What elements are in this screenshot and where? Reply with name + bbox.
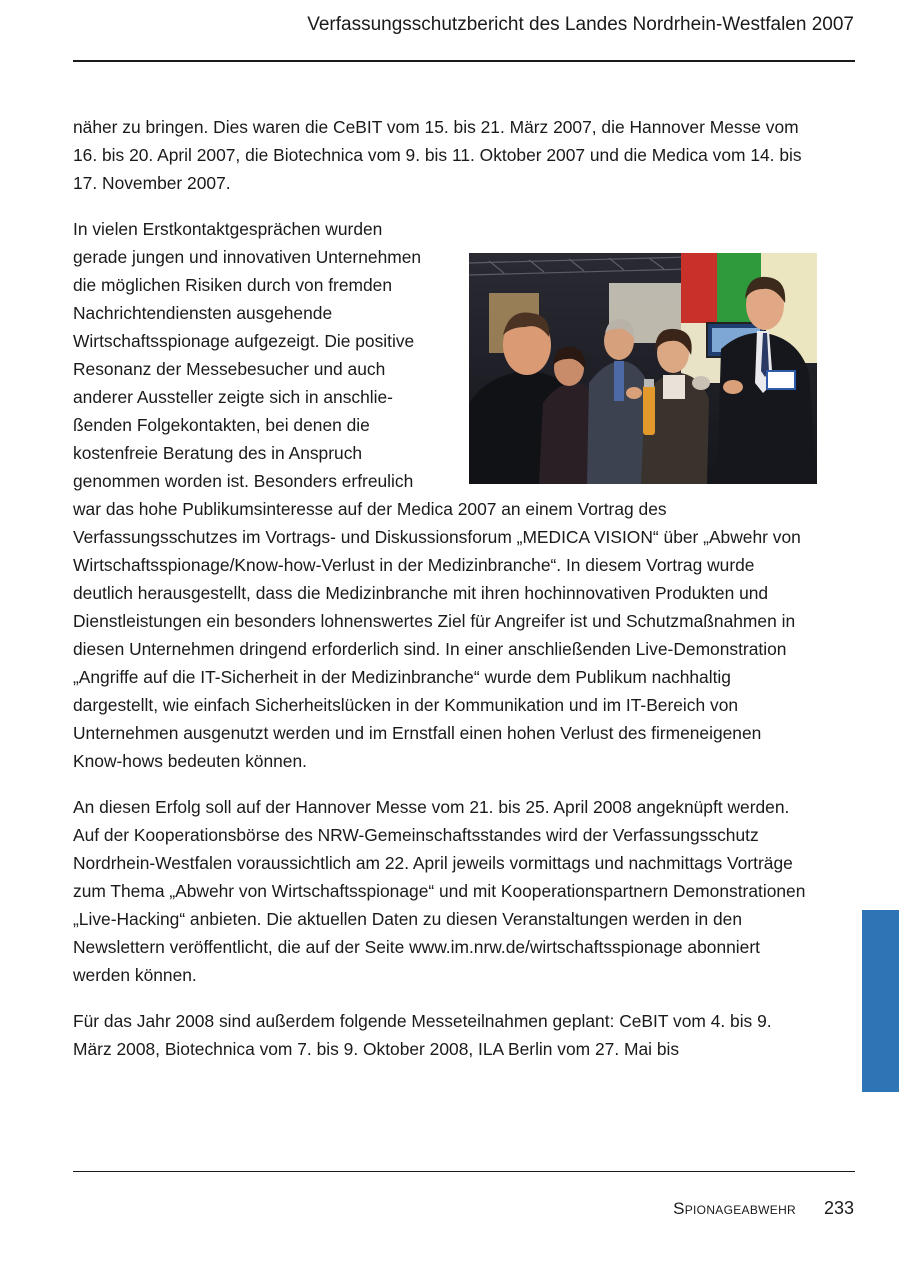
page-header-title: Verfassungsschutzbericht des Landes Nordrhein-Westfalen 2007	[307, 14, 854, 35]
chapter-side-tab	[862, 910, 899, 1092]
paragraph-4: Für das Jahr 2008 sind außerdem folgende Messeteilnahmen geplant: CeBIT vom 4. bis 9. März 2008, Biotechnica vom 7. bis 9. Oktober 2008, ILA Berlin vom 27. Mai bis	[73, 1011, 772, 1059]
trade-fair-photo	[469, 253, 817, 484]
header-rule	[73, 60, 855, 62]
paragraph-1: näher zu bringen. Dies waren die CeBIT vom 15. bis 21. März 2007, die Hannover Messe vom 16. bis 20. April 2007, die Biotechnica vom 9. bis 11. Oktober 2007 und die Medica vom 14. bis 17. November 2007.	[73, 117, 802, 193]
body-text	[73, 113, 815, 1063]
footer-rule	[73, 1171, 855, 1172]
paragraph-2: In vielen Erstkontaktgesprächen wurden gerade jungen und innovativen Unternehmen die möglichen Risiken durch von fremden Nachrichtendiensten ausgehende Wirtschaftsspionage aufgezeigt. Die positive Resonanz der Messebesucher und auch anderer Aussteller zeigte sich in anschließenden Folgekontakten, bei denen die kostenfreie Beratung des in Anspruch genommen worden ist. Besonders erfreulich war das hohe Publikumsinteresse auf der Medica 2007 an einem Vortrag des Verfassungsschutzes im Vortrags- und Diskussionsforum „MEDICA VISION“ über „Abwehr von Wirtschaftsspionage/Know-how-Verlust in der Medizinbranche“. In diesem Vortrag wurde deutlich herausgestellt, dass die Medizinbranche mit ihren hochinnovativen Produkten und Dienstleistungen ein besonders lohnenswertes Ziel für Angreifer ist und Schutzmaßnahmen in diesen Unternehmen dringend erforderlich sind. In einer anschließenden Live-Demonstration „Angriffe auf die IT-Sicherheit in der Medizinbranche“ wurde dem Publikum nachhaltig dargestellt, wie einfach Sicherheitslücken in der Kommunikation und im IT-Bereich von Unternehmen ausgenutzt werden und im Ernstfall einen hohen Verlust des firmeneigenen Know-hows bedeuten können.	[73, 219, 801, 771]
page-number: 233	[823, 1198, 854, 1218]
paragraph-3: An diesen Erfolg soll auf der Hannover Messe vom 21. bis 25. April 2008 angeknüpft werden. Auf der Kooperationsbörse des NRW-Gemeinschaftsstandes wird der Verfassungsschutz Nordrhein-Westfalen voraussichtlich am 22. April jeweils vormittags und nachmittags Vorträge zum Thema „Abwehr von Wirtschaftsspionage“ und mit Kooperationspartnern Demonstrationen „Live-Hacking“ anbieten. Die aktuellen Daten zu diesen Veranstaltungen werden in den Newslettern veröffentlicht, die auf der Seite www.im.nrw.de/wirtschaftsspionage abonniert werden können.	[73, 797, 806, 985]
footer-section-label: Spionageabwehr	[673, 1199, 796, 1218]
